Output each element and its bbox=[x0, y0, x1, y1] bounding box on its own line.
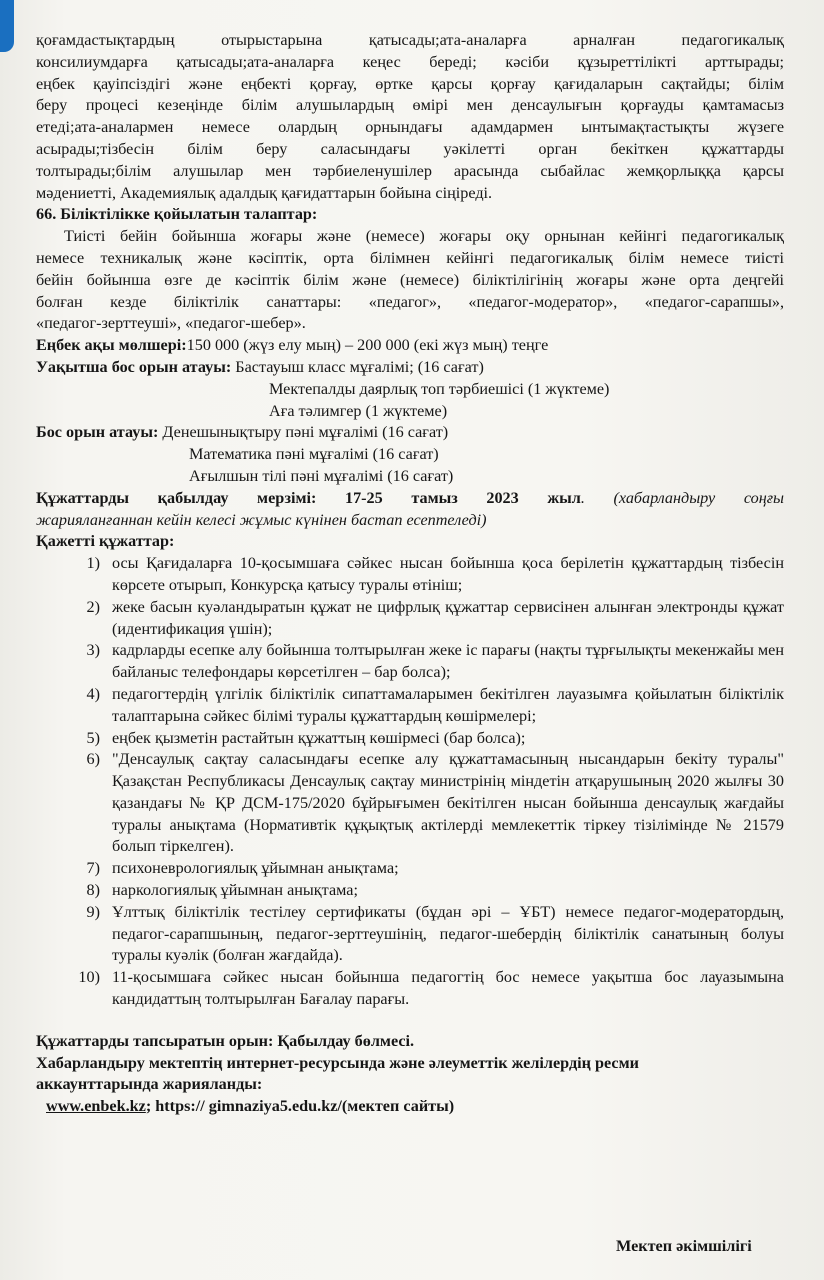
submit-place: Құжаттарды тапсыратын орын: Қабылдау бөлмесі. bbox=[36, 1031, 415, 1050]
signature: Мектеп әкімшілігі bbox=[616, 1237, 752, 1255]
vacancy-item: Ағылшын тілі пәні мұғалімі (16 сағат) bbox=[189, 466, 454, 485]
intro-line: мәдениетті, Академиялық адалдық қағидаттарын бойына сіңіреді. bbox=[36, 183, 493, 202]
list-item-number: 3) bbox=[86, 641, 100, 660]
list-item-text: "Денсаулық сақтау саласындағы есепке алу құжаттамасының нысандарын бекіту туралы" Қазақстан Республикасы Денсаулық сақтау министрінің міндетін атқарушының 2020 жылғы 30 қазандағы № ҚР ДСМ-175/2020 бұйрығымен бекітілген нысан бойынша денсаулық жағдайы туралы анықтама (Нормативтік құқықтық актілерді мемлекеттік тіркеу тізілімінде № 21579 болып тіркелген). bbox=[112, 750, 784, 856]
deadline-line bbox=[36, 488, 784, 510]
deadline-block bbox=[36, 488, 784, 532]
list-item bbox=[36, 728, 784, 750]
list-item-text: 11-қосымшаға сәйкес нысан бойынша педагогтің бос немесе уақытша бос лауазымына кандидаттың толтырылған Бағалау парағы. bbox=[112, 968, 784, 1009]
intro-line: беру процесі кезеңінде білім алушылардың өмірі мен денсаулығын қорғауды қамтамасыз bbox=[36, 96, 784, 115]
deadline-note: . (хабарландыру соңғы bbox=[580, 488, 785, 507]
qualification-heading: 66. Біліктілікке қойылатын талаптар: bbox=[36, 205, 318, 224]
deadline-label: Құжаттарды қабылдау мерзімі: bbox=[36, 488, 317, 507]
list-item bbox=[36, 967, 784, 1011]
list-item-number: 7) bbox=[86, 859, 100, 878]
list-item-text: наркологиялық ұйымнан анықтама; bbox=[112, 881, 358, 900]
list-item bbox=[36, 902, 784, 967]
deadline-note-line2: жарияланғаннан кейін келесі жұмыс күнінен бастап есептеледі) bbox=[36, 510, 487, 529]
list-item bbox=[36, 597, 784, 641]
links-line bbox=[36, 1096, 784, 1118]
announcement-line: Хабарландыру мектептің интернет-ресурсында және әлеуметтік желілердің ресми bbox=[36, 1053, 639, 1072]
blue-binder-edge bbox=[0, 0, 14, 52]
vacancy-row bbox=[36, 422, 784, 444]
deadline-dates: 17-25 тамыз 2023 жыл bbox=[344, 488, 581, 507]
list-item-text: психоневрологиялық ұйымнан анықтама; bbox=[112, 859, 399, 878]
qualification-line: «педагог-зерттеуші», «педагог-шебер». bbox=[36, 314, 306, 333]
list-item bbox=[36, 880, 784, 902]
enbek-link[interactable]: www.enbek.kz bbox=[46, 1097, 146, 1116]
intro-line: етеді;ата-аналармен немесе олардың орнындағы адамдармен ынтымақтастықты жүзеге bbox=[36, 118, 784, 137]
document-body bbox=[36, 30, 784, 1118]
qualification-paragraph bbox=[36, 226, 784, 335]
list-item-number: 1) bbox=[86, 554, 100, 573]
intro-line: қоғамдастықтардың отырыстарына қатысады;ата-аналарға арналған педагогикалық bbox=[36, 31, 784, 49]
list-item bbox=[36, 553, 784, 597]
announcement-line: аккаунттарында жарияланды: bbox=[36, 1075, 263, 1094]
list-item-text: Ұлттық біліктілік тестілеу сертификаты (бұдан әрі – ҰБТ) немесе педагог-модератордың, педагог-сарапшының, педагог-зерттеушінің, педагог-шебердің біліктілік санатының болуы туралы куәлік (болған жағдайда). bbox=[112, 902, 784, 965]
list-item-number: 9) bbox=[86, 902, 100, 921]
intro-line: толтырады;білім алушылар мен тәрбиеленушілер арасында сыбайлас жемқорлыққа қарсы bbox=[36, 161, 784, 180]
list-item bbox=[36, 749, 784, 858]
list-item-text: осы Қағидаларға 10-қосымшаға сәйкес нысан бойынша қоса берілетін құжаттардың тізбесін көрсете отырып, Конкурсқа қатысу туралы өтініш; bbox=[112, 554, 784, 594]
temporary-vacancy-row bbox=[36, 357, 784, 379]
list-item-number: 2) bbox=[86, 597, 100, 616]
list-item bbox=[36, 640, 784, 684]
list-item-text: педагогтердің үлгілік біліктілік сипаттамаларымен бекітілген лауазымға қойылатын біліктілік талаптарына сәйкес білімі туралы құжаттардың көшірмелері; bbox=[112, 684, 784, 725]
documents-list bbox=[36, 553, 784, 1011]
intro-line: асырады;тізбесін білім беру саласындағы уәкілетті орган бекіткен құжаттарды bbox=[36, 139, 784, 158]
temporary-vacancy-label: Уақытша бос орын атауы: bbox=[36, 357, 232, 376]
salary-value: 150 000 (жүз елу мың) – 200 000 (екі жүз мың) теңге bbox=[186, 336, 549, 355]
list-item-text: кадрларды есепке алу бойынша толтырылған жеке іс парағы (нақты тұрғылықты мекенжайы мен байланыс телефондары көрсетілген – бар болса); bbox=[112, 641, 784, 682]
list-item-number: 10) bbox=[78, 968, 100, 987]
list-item-number: 4) bbox=[86, 684, 100, 703]
list-item-text: жеке басын куәландыратын құжат не цифрлық құжаттар сервисінен алынған электронды құжат (идентификация үшін); bbox=[112, 597, 784, 638]
vacancy-item: Математика пәні мұғалімі (16 сағат) bbox=[189, 445, 439, 464]
list-item-number: 5) bbox=[86, 728, 100, 747]
intro-line: консилиумдарға қатысады;ата-аналарға кеңес береді; кәсіби құзыреттілікті арттырады; bbox=[36, 52, 784, 71]
list-item-number: 8) bbox=[86, 881, 100, 900]
documents-heading: Қажетті құжаттар: bbox=[36, 532, 175, 551]
qualification-line: Тиісті бейін бойынша жоғары және (немесе) жоғары оқу орнынан кейінгі педагогикалық bbox=[64, 227, 784, 246]
temporary-vacancy-item: Аға тәлимгер (1 жүктеме) bbox=[269, 401, 448, 420]
list-item-number: 6) bbox=[86, 750, 100, 769]
school-site-link[interactable]: ; https:// gimnaziya5.edu.kz/(мектеп сайты) bbox=[145, 1097, 455, 1116]
temporary-vacancy-item: Бастауыш класс мұғалімі; (16 сағат) bbox=[235, 357, 484, 376]
vacancy-item: Денешынықтыру пәні мұғалімі (16 сағат) bbox=[162, 423, 449, 442]
temporary-vacancy-block bbox=[36, 357, 784, 422]
list-item-text: еңбек қызметін растайтын құжаттың көшірмесі (бар болса); bbox=[112, 728, 526, 747]
temporary-vacancy-item: Мектепалды даярлық топ тәрбиешісі (1 жүктеме) bbox=[269, 379, 610, 398]
list-item bbox=[36, 858, 784, 880]
vacancy-label: Бос орын атауы: bbox=[36, 423, 159, 442]
intro-paragraph bbox=[36, 30, 784, 204]
spacer bbox=[36, 1011, 784, 1031]
salary-row bbox=[36, 335, 784, 357]
qualification-line: бейін бойынша өзге де кәсіптік білім және (немесе) біліктілігінің жоғары және орта деңгейі bbox=[36, 270, 784, 289]
vacancy-block bbox=[36, 422, 784, 487]
intro-line: еңбек қауіпсіздігі және еңбекті қорғау, өртке қарсы қорғау қағидаларын сақтайды; білім bbox=[36, 74, 784, 93]
list-item bbox=[36, 684, 784, 728]
qualification-line: болған кезде біліктілік санаттары: «педагог», «педагог-модератор», «педагог-сарапшы», bbox=[36, 292, 784, 311]
salary-label: Еңбек ақы мөлшері: bbox=[36, 336, 187, 355]
qualification-line: немесе техникалық және кәсіптік, орта білімнен кейінгі педагогикалық білім немесе тиісті bbox=[36, 248, 784, 267]
